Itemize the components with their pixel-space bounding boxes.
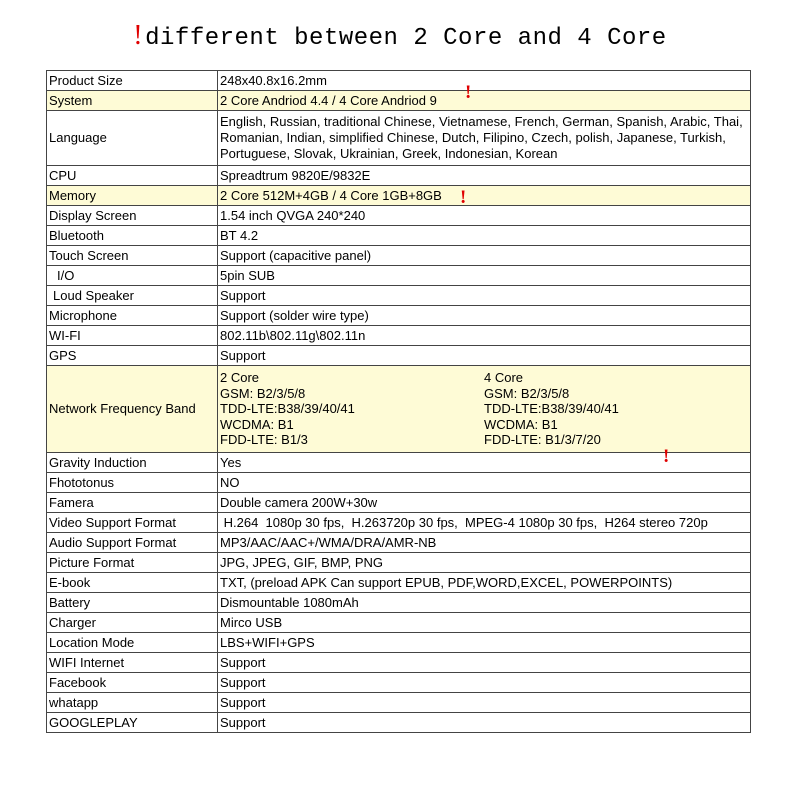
spec-value: Support: [218, 286, 751, 306]
spec-label: System: [47, 91, 218, 111]
spec-value: 2 Core 512M+4GB / 4 Core 1GB+8GB: [218, 186, 751, 206]
spec-label: Memory: [47, 186, 218, 206]
spec-label: Display Screen: [47, 206, 218, 226]
spec-value: Support: [218, 713, 751, 733]
table-row: [47, 306, 751, 326]
table-row: [47, 346, 751, 366]
table-row: [47, 533, 751, 553]
spec-label: Bluetooth: [47, 226, 218, 246]
spec-value: Yes: [218, 453, 751, 473]
spec-label: Picture Format: [47, 553, 218, 573]
core4-line: 4 Core: [484, 370, 524, 386]
spec-value: 1.54 inch QVGA 240*240: [218, 206, 751, 226]
spec-value: MP3/AAC/AAC+/WMA/DRA/AMR-NB: [218, 533, 751, 553]
spec-table: [46, 70, 751, 733]
title-exclamation: !: [133, 20, 144, 51]
table-row: [47, 166, 751, 186]
spec-value: Dismountable 1080mAh: [218, 593, 751, 613]
spec-label: Fhototonus: [47, 473, 218, 493]
table-row-highlighted: [47, 366, 751, 453]
spec-value: JPG, JPEG, GIF, BMP, PNG: [218, 553, 751, 573]
spec-label: Charger: [47, 613, 218, 633]
spec-label: I/O: [47, 266, 218, 286]
table-row: [47, 673, 751, 693]
spec-label: Gravity Induction: [47, 453, 218, 473]
table-row: [47, 693, 751, 713]
spec-value: Spreadtrum 9820E/9832E: [218, 166, 751, 186]
spec-label: WI-FI: [47, 326, 218, 346]
core2-line: WCDMA: B1: [220, 416, 294, 432]
system-exclamation-mark: !: [465, 82, 472, 103]
spec-label: Network Frequency Band: [47, 366, 218, 453]
table-row: [47, 71, 751, 91]
core4-line: FDD-LTE: B1/3/7/20: [484, 432, 601, 448]
spec-value: 248x40.8x16.2mm: [218, 71, 751, 91]
spec-value: 802.11b\802.11g\802.11n: [218, 326, 751, 346]
table-row: [47, 286, 751, 306]
spec-label: Touch Screen: [47, 246, 218, 266]
table-row: [47, 613, 751, 633]
core4-line: TDD-LTE:B38/39/40/41: [484, 401, 619, 417]
spec-label: whatapp: [47, 693, 218, 713]
core2-line: TDD-LTE:B38/39/40/41: [220, 401, 355, 417]
core2-line: FDD-LTE: B1/3: [220, 432, 308, 448]
table-row: [47, 593, 751, 613]
spec-value-network: [218, 366, 751, 453]
table-row: [47, 226, 751, 246]
table-row: [47, 493, 751, 513]
table-row: [47, 326, 751, 346]
network-exclamation-mark: !: [663, 446, 670, 467]
spec-value: NO: [218, 473, 751, 493]
spec-label: WIFI Internet: [47, 653, 218, 673]
spec-label: Product Size: [47, 71, 218, 91]
spec-value: Support (solder wire type): [218, 306, 751, 326]
spec-label: CPU: [47, 166, 218, 186]
spec-value: BT 4.2: [218, 226, 751, 246]
table-row: [47, 206, 751, 226]
spec-label: GOOGLEPLAY: [47, 713, 218, 733]
title-text: different between 2 Core and 4 Core: [145, 25, 667, 52]
table-row: [47, 633, 751, 653]
spec-value: 2 Core Andriod 4.4 / 4 Core Andriod 9: [218, 91, 751, 111]
spec-value: English, Russian, traditional Chinese, Vietnamese, French, German, Spanish, Arabic, Thai, Romanian, Indian, simplified Chinese, Dutch, Filipino, Czech, polish, Japanese, Turkish, Portuguese, Slovak, Ukrainian, Greek, Indonesian, Korean: [218, 111, 751, 166]
spec-value: LBS+WIFI+GPS: [218, 633, 751, 653]
table-row: [47, 453, 751, 473]
table-row: [47, 473, 751, 493]
table-row-highlighted: [47, 91, 751, 111]
spec-label: GPS: [47, 346, 218, 366]
spec-label: Facebook: [47, 673, 218, 693]
table-row: [47, 653, 751, 673]
core2-line: 2 Core: [220, 370, 260, 386]
spec-value: Support: [218, 673, 751, 693]
spec-value: Support: [218, 346, 751, 366]
table-row: [47, 513, 751, 533]
spec-value: Support: [218, 653, 751, 673]
spec-label: Battery: [47, 593, 218, 613]
table-row: [47, 246, 751, 266]
table-row: [47, 266, 751, 286]
spec-label: Famera: [47, 493, 218, 513]
spec-label: Loud Speaker: [47, 286, 218, 306]
spec-label: Location Mode: [47, 633, 218, 653]
spec-label: Video Support Format: [47, 513, 218, 533]
core4-line: WCDMA: B1: [484, 416, 558, 432]
memory-exclamation-mark: !: [460, 187, 467, 208]
table-row-highlighted: [47, 186, 751, 206]
core2-line: GSM: B2/3/5/8: [220, 385, 306, 401]
core4-column: [484, 370, 748, 448]
spec-label: Language: [47, 111, 218, 166]
page-title: [0, 20, 800, 52]
spec-value: H.264 1080p 30 fps, H.263720p 30 fps, MPEG-4 1080p 30 fps, H264 stereo 720p: [218, 513, 751, 533]
spec-label: E-book: [47, 573, 218, 593]
spec-value: TXT, (preload APK Can support EPUB, PDF,WORD,EXCEL, POWERPOINTS): [218, 573, 751, 593]
table-row: [47, 553, 751, 573]
spec-value: Support (capacitive panel): [218, 246, 751, 266]
spec-label: Audio Support Format: [47, 533, 218, 553]
spec-label: Microphone: [47, 306, 218, 326]
spec-value: Support: [218, 693, 751, 713]
table-row: [47, 573, 751, 593]
spec-value: Mirco USB: [218, 613, 751, 633]
spec-value: 5pin SUB: [218, 266, 751, 286]
spec-value: Double camera 200W+30w: [218, 493, 751, 513]
core4-line: GSM: B2/3/5/8: [484, 385, 570, 401]
table-row: [47, 111, 751, 166]
table-row: [47, 713, 751, 733]
core2-column: [220, 370, 484, 448]
